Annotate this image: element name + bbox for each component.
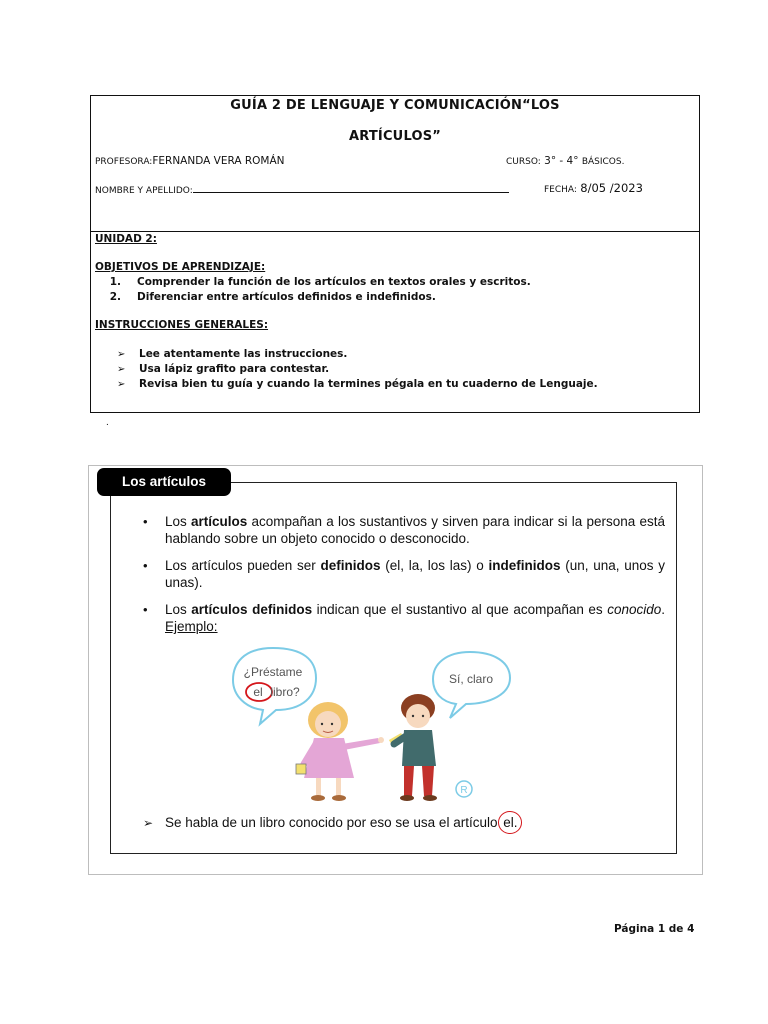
speech-bubble-right: [433, 652, 510, 718]
header-box: [90, 95, 700, 413]
arrow-bullet-icon: ➢: [143, 816, 154, 830]
header-top-section: [91, 96, 699, 232]
text-run: Los: [165, 514, 191, 529]
bubble-right-text: Sí, claro: [448, 672, 494, 686]
profesora-row: [95, 155, 285, 167]
bold-term: indefinidos: [488, 558, 561, 573]
conclusion-line: [143, 814, 519, 832]
badge-letter: R: [460, 785, 468, 796]
bold-term: artículos: [191, 514, 248, 529]
profesora-label: PROFESORA:: [95, 157, 153, 167]
circled-article-word: el.: [503, 815, 518, 830]
speech-bubble-left: [233, 648, 316, 724]
instruccion-item: [95, 363, 598, 378]
text-run: (un, una, unos y unas).: [165, 558, 665, 590]
panel-title-tab: Los artículos: [97, 468, 231, 496]
objetivo-text: Comprender la función de los artículos en textos orales y escritos.: [137, 276, 531, 288]
nombre-label: NOMBRE Y APELLIDO:: [95, 186, 193, 196]
instruccion-item: [95, 348, 598, 363]
guide-title-line2: ARTÍCULOS”: [348, 129, 442, 144]
profesora-value: FERNANDA VERA ROMÁN: [152, 155, 285, 167]
curso-row: [506, 155, 624, 167]
objetivos-list: [95, 276, 531, 306]
arrow-bullet-icon: ➢: [117, 379, 126, 390]
text-run: Los: [165, 602, 192, 617]
r-badge-icon: [456, 781, 472, 797]
unidad-label: UNIDAD 2:: [95, 233, 157, 245]
text-run: Los artículos pueden ser: [165, 558, 321, 573]
italic-term: conocido: [607, 602, 662, 617]
fecha-row: [544, 181, 643, 195]
objetivo-number: 2.: [109, 291, 121, 303]
instrucciones-title: INSTRUCCIONES GENERALES:: [95, 319, 269, 331]
bubble-left-line2: libro?: [270, 685, 300, 699]
nombre-blank-line[interactable]: [193, 182, 509, 193]
instruccion-text: Usa lápiz grafito para contestar.: [139, 363, 330, 375]
fecha-label: FECHA:: [544, 185, 577, 195]
text-run: .: [661, 602, 665, 617]
text-run: acompañan a los sustantivos y sirven para indicar si la persona está hablando sobre un objeto conocido o desconocido.: [165, 514, 665, 546]
ejemplo-label: Ejemplo:: [165, 619, 218, 634]
guide-title-line1: GUÍA 2 DE LENGUAJE Y COMUNICACIÓN“LOS: [230, 98, 560, 113]
fecha-value: 8/05 /2023: [580, 181, 643, 195]
stray-dot: .: [106, 417, 109, 428]
bubble-left-circled-word: el: [253, 685, 263, 699]
arrow-bullet-icon: ➢: [117, 364, 126, 375]
curso-suffix: BÁSICOS.: [581, 157, 625, 167]
instruccion-item: [95, 378, 598, 393]
objetivo-item: [95, 276, 531, 291]
objetivo-number: 1.: [109, 276, 121, 288]
page-number: Página 1 de 4: [614, 923, 695, 935]
bold-term: definidos: [320, 558, 381, 573]
curso-value: 3° - 4°: [544, 155, 579, 167]
girl-figure: [296, 702, 384, 801]
conclusion-text: Se habla de un libro conocido por eso se usa el artículo: [165, 815, 502, 830]
objetivo-item: [95, 291, 531, 306]
nombre-row: [95, 182, 509, 196]
bullet-articulos-types: [165, 557, 665, 591]
text-run: indican que el sustantivo al que acompañan es: [312, 602, 608, 617]
bold-term: artículos definidos: [191, 602, 313, 617]
bullet-articulos-definition: [165, 513, 665, 547]
arrow-bullet-icon: ➢: [117, 349, 126, 360]
instrucciones-list: [95, 348, 598, 393]
text-run: (el, la, los las) o: [380, 558, 489, 573]
children-book-illustration: [228, 646, 518, 808]
curso-label: CURSO:: [506, 157, 541, 167]
boy-figure: [389, 694, 437, 801]
instruccion-text: Revisa bien tu guía y cuando la termines pégala en tu cuaderno de Lenguaje.: [139, 378, 598, 390]
bullet-articulos-definidos: [165, 601, 665, 635]
bubble-left-line1: ¿Préstame: [243, 665, 303, 679]
instruccion-text: Lee atentamente las instrucciones.: [139, 348, 348, 360]
objetivos-title: OBJETIVOS DE APRENDIZAJE:: [95, 261, 266, 273]
objetivo-text: Diferenciar entre artículos definidos e indefinidos.: [137, 291, 436, 303]
